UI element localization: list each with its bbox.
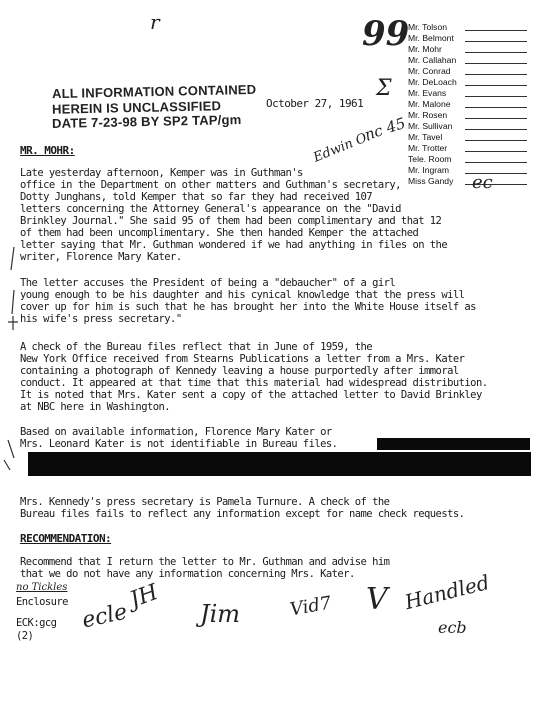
routing-item: Tele. Room <box>408 154 452 164</box>
text-line: Late yesterday afternoon, Kemper was in Guthman's <box>20 167 303 179</box>
text-line: office in the Department on other matters and Guthman's secretary, <box>20 179 401 191</box>
redaction-block <box>377 438 530 450</box>
handwritten-signature: Handled <box>402 569 492 615</box>
text-line: Brinkley Journal." She said 95 of them had been complimentary and that 12 <box>20 215 442 227</box>
text-line: of them had been uncomplimentary. She then handed Kemper the attached <box>20 227 419 239</box>
text-line: The letter accuses the President of being a "debaucher" of a girl <box>20 277 396 289</box>
declassification-stamp-line2: HEREIN IS UNCLASSIFIED <box>51 98 222 117</box>
text-line: writer, Florence Mary Kater. <box>20 251 182 263</box>
text-line: at NBC here in Washington. <box>20 401 171 413</box>
handwritten-nc-note: nc 45 <box>362 113 408 145</box>
handwritten-number: 99 <box>362 14 410 54</box>
handwritten-signature: Vid7 <box>288 592 333 621</box>
paragraph-3 <box>20 341 530 413</box>
routing-item: Mr. Evans <box>408 88 447 98</box>
handwritten-initial-top: r <box>150 10 160 34</box>
paragraph-2 <box>20 277 530 325</box>
text-line: letter saying that Mr. Guthman wondered if we had anything in files on the <box>20 239 448 251</box>
routing-item: Mr. Belmont <box>408 33 454 43</box>
text-line: containing a photograph of Kennedy leaving a house purportedly after immoral <box>20 365 459 377</box>
text-line: Recommend that I return the letter to Mr. Guthman and advise him <box>20 556 390 568</box>
routing-item: Mr. Conrad <box>408 66 451 76</box>
copies-count: (2) <box>16 630 34 642</box>
routing-item: Mr. Rosen <box>408 110 448 120</box>
routing-item: Mr. Ingram <box>408 165 450 175</box>
routing-item: Mr. Malone <box>408 99 451 109</box>
routing-item: Mr. Mohr <box>408 44 442 54</box>
memo-addressee: MR. MOHR: <box>20 144 75 157</box>
handwritten-signature: JH <box>126 579 162 614</box>
memo-date: October 27, 1961 <box>266 97 364 110</box>
recommendation-text <box>20 556 530 580</box>
routing-item: Miss Gandy <box>408 176 454 186</box>
text-line: conduct. It appeared at that time that this material had widespread distribution. <box>20 377 488 389</box>
text-line: young enough to be his daughter and his cynical knowledge that the press will <box>20 289 465 301</box>
text-line: Dotty Junghans, told Kemper that so far they had received 107 <box>20 191 373 203</box>
handwritten-signature: ecb <box>438 618 467 637</box>
text-line: Based on available information, Florence Mary Kater or <box>20 426 332 438</box>
recommendation-heading: RECOMMENDATION: <box>20 532 112 545</box>
handwritten-signature: V <box>366 582 388 617</box>
redaction-block <box>28 452 531 476</box>
text-line: Mrs. Leonard Kater is not identifiable in Bureau files. <box>20 438 338 450</box>
declassification-stamp-line1: ALL INFORMATION CONTAINED <box>51 81 257 102</box>
routing-item: Mr. Tolson <box>408 22 448 32</box>
text-line: It is noted that Mrs. Kater sent a copy of the attached letter to David Brinkley <box>20 389 482 401</box>
handwritten-edwin-note: Edwin O. <box>311 129 373 166</box>
routing-item: Mr. Tavel <box>408 132 443 142</box>
text-line: New York Office received from Stearns Publications a letter from a Mrs. Kater <box>20 353 465 365</box>
routing-item: Mr. Trotter <box>408 143 448 153</box>
text-line: Bureau files fails to reflect any information except for name check requests. <box>20 508 465 520</box>
routing-item: Mr. Sullivan <box>408 121 453 131</box>
text-line: letters concerning the Attorney General's appearance on the "David <box>20 203 401 215</box>
text-line: A check of the Bureau files reflect that in June of 1959, the <box>20 341 373 353</box>
handwritten-no-tickles: no Tickles <box>16 582 68 593</box>
declassification-stamp-line3: DATE 7-23-98 BY SP2 TAP/gm <box>51 112 242 131</box>
text-line: Mrs. Kennedy's press secretary is Pamela Turnure. A check of the <box>20 496 390 508</box>
handwritten-side-mark: Σ <box>376 76 392 101</box>
handwritten-signature: ecle <box>79 599 130 634</box>
handwritten-gandy-initials: ec <box>472 172 493 193</box>
paragraph-1 <box>20 167 530 263</box>
text-line: his wife's press secretary." <box>20 313 182 325</box>
paragraph-5 <box>20 496 530 520</box>
typist-initials: ECK:gcg <box>16 617 57 629</box>
routing-item: Mr. Callahan <box>408 55 457 65</box>
routing-item: Mr. DeLoach <box>408 77 457 87</box>
text-line: that we do not have any information concerning Mrs. Kater. <box>20 568 355 580</box>
enclosure-label: Enclosure <box>16 596 68 608</box>
handwritten-signature: Jim <box>200 600 241 628</box>
text-line: cover up for him is such that he has brought her into the White House itself as <box>20 301 476 313</box>
